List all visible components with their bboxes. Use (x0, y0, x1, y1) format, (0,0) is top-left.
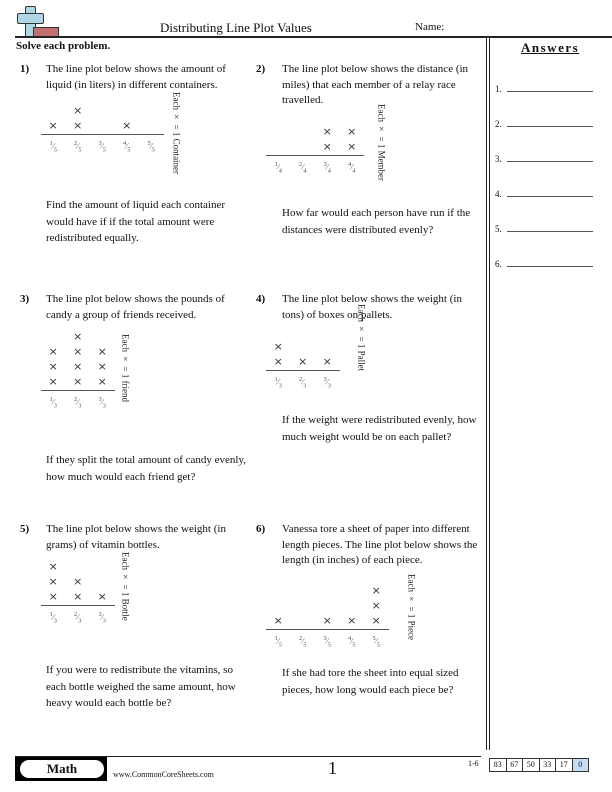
number-line (266, 629, 389, 630)
number-line (266, 370, 340, 371)
x-mark-icon: × (273, 355, 283, 368)
answers-title: Answers (521, 40, 580, 55)
plot-key: Each × = 1 Member (376, 104, 387, 182)
problem-question: If you were to redistribute the vitamins, so each bottle weighed the same amount, how heavy would each bottle be? (46, 664, 236, 709)
score-cell: 33 (540, 759, 557, 771)
problem-number: 4) (256, 293, 266, 305)
problem-text: The line plot below shows the distance (in miles) that each member of a relay race travelled. (282, 63, 469, 106)
x-mark-icon: × (48, 560, 58, 573)
plot-key: Each × = 1 Pallet (356, 304, 367, 372)
tick-label: $^1⁄_5$ (49, 141, 57, 154)
tick-label: $^2⁄_4$ (299, 162, 307, 175)
problem-text: The line plot below shows the weight (in grams) of vitamin bottles. (46, 523, 226, 551)
x-mark-icon: × (122, 119, 132, 132)
problem-number: 2) (256, 63, 266, 75)
x-mark-icon: × (97, 345, 107, 358)
answer-blank-1[interactable] (507, 91, 593, 92)
problem-number: 6) (256, 523, 266, 535)
tick-label: $^2⁄_5$ (74, 141, 82, 154)
tick-label: $^2⁄_3$ (299, 377, 307, 390)
x-mark-icon: × (73, 119, 83, 132)
x-mark-icon: × (73, 360, 83, 373)
problem-number: 1) (20, 63, 30, 75)
score-range: 1-6 (468, 759, 479, 768)
score-table (489, 758, 589, 772)
x-mark-icon: × (322, 355, 332, 368)
answer-blank-3[interactable] (507, 161, 593, 162)
score-cell: 0 (573, 759, 589, 771)
x-mark-icon: × (347, 614, 357, 627)
problem-number: 5) (20, 523, 30, 535)
plot-key: Each × = 1 Piece (406, 574, 417, 641)
answer-label-3: 3. (495, 154, 502, 164)
x-mark-icon: × (371, 584, 381, 597)
x-mark-icon: × (371, 599, 381, 612)
x-mark-icon: × (322, 614, 332, 627)
header-rule (15, 36, 612, 38)
x-mark-icon: × (347, 140, 357, 153)
tick-label: $^4⁄_4$ (348, 162, 356, 175)
answer-blank-2[interactable] (507, 126, 593, 127)
tick-label: $^3⁄_3$ (98, 612, 106, 625)
page-title: Distributing Line Plot Values (160, 20, 312, 35)
problem-question: How far would each person have run if the distances were distributed evenly? (282, 207, 471, 236)
answer-blank-6[interactable] (507, 266, 593, 267)
x-mark-icon: × (273, 614, 283, 627)
score-cell: 50 (523, 759, 540, 771)
name-label: Name: (415, 21, 445, 33)
tick-label: $^1⁄_5$ (274, 636, 282, 649)
tick-label: $^4⁄_5$ (123, 141, 131, 154)
x-mark-icon: × (48, 119, 58, 132)
score-cell: 83 (490, 759, 507, 771)
subject-label: Math (20, 760, 104, 778)
tick-label: $^2⁄_5$ (299, 636, 307, 649)
number-line (41, 390, 115, 391)
answer-label-4: 4. (495, 189, 502, 199)
x-mark-icon: × (48, 375, 58, 388)
problem-question: If she had tore the sheet into equal sized pieces, how long would each piece be? (282, 667, 459, 696)
x-mark-icon: × (48, 360, 58, 373)
tick-label: $^3⁄_5$ (323, 636, 331, 649)
answer-label-2: 2. (495, 119, 502, 129)
x-mark-icon: × (73, 590, 83, 603)
answer-blank-4[interactable] (507, 196, 593, 197)
x-mark-icon: × (73, 575, 83, 588)
problem-text: Vanessa tore a sheet of paper into different length pieces. The line plot below shows the length (in inches) of each piece. (282, 523, 478, 566)
answer-label-1: 1. (495, 84, 502, 94)
number-line (41, 134, 164, 135)
problem-question: Find the amount of liquid each container would have if if the total amount were redistributed equally. (46, 199, 226, 244)
plot-key: Each × = 1 Bottle (120, 552, 131, 621)
tick-label: $^3⁄_3$ (98, 397, 106, 410)
plot-key: Each × = 1 friend (120, 334, 131, 403)
page-number: 1 (328, 758, 337, 778)
x-mark-icon: × (73, 375, 83, 388)
problem-question: If the weight were redistributed evenly, how much weight would be on each pallet? (282, 414, 477, 443)
instructions: Solve each problem. (16, 40, 111, 52)
column-divider (486, 38, 490, 750)
number-line (266, 155, 364, 156)
problem-text: The line plot below shows the pounds of candy a group of friends received. (46, 293, 225, 321)
x-mark-icon: × (73, 345, 83, 358)
tick-label: $^4⁄_5$ (348, 636, 356, 649)
x-mark-icon: × (371, 614, 381, 627)
score-cell: 67 (507, 759, 524, 771)
tick-label: $^3⁄_4$ (323, 162, 331, 175)
tick-label: $^2⁄_3$ (74, 397, 82, 410)
problem-question: If they split the total amount of candy evenly, how much would each friend get? (46, 454, 246, 483)
x-mark-icon: × (97, 360, 107, 373)
problem-text: The line plot below shows the amount of liquid (in liters) in different containers. (46, 63, 226, 91)
problem-text: The line plot below shows the weight (in tons) of boxes on pallets. (282, 293, 462, 321)
x-mark-icon: × (322, 140, 332, 153)
answer-blank-5[interactable] (507, 231, 593, 232)
x-mark-icon: × (97, 375, 107, 388)
x-mark-icon: × (347, 125, 357, 138)
plot-key: Each × = 1 Container (171, 92, 182, 175)
x-mark-icon: × (48, 345, 58, 358)
tick-label: $^1⁄_3$ (274, 377, 282, 390)
tick-label: $^1⁄_3$ (49, 612, 57, 625)
x-mark-icon: × (298, 355, 308, 368)
tick-label: $^2⁄_3$ (74, 612, 82, 625)
x-mark-icon: × (73, 330, 83, 343)
answer-label-6: 6. (495, 259, 502, 269)
x-mark-icon: × (273, 340, 283, 353)
x-mark-icon: × (97, 590, 107, 603)
problem-number: 3) (20, 293, 30, 305)
logo-plus-horizontal (17, 13, 44, 24)
site-url: www.CommonCoreSheets.com (113, 770, 214, 779)
tick-label: $^1⁄_3$ (49, 397, 57, 410)
tick-label: $^5⁄_5$ (147, 141, 155, 154)
tick-label: $^3⁄_3$ (323, 377, 331, 390)
x-mark-icon: × (48, 575, 58, 588)
tick-label: $^3⁄_5$ (98, 141, 106, 154)
x-mark-icon: × (322, 125, 332, 138)
tick-label: $^1⁄_4$ (274, 162, 282, 175)
number-line (41, 605, 115, 606)
tick-label: $^5⁄_5$ (372, 636, 380, 649)
x-mark-icon: × (73, 104, 83, 117)
score-cell: 17 (556, 759, 573, 771)
answer-label-5: 5. (495, 224, 502, 234)
x-mark-icon: × (48, 590, 58, 603)
